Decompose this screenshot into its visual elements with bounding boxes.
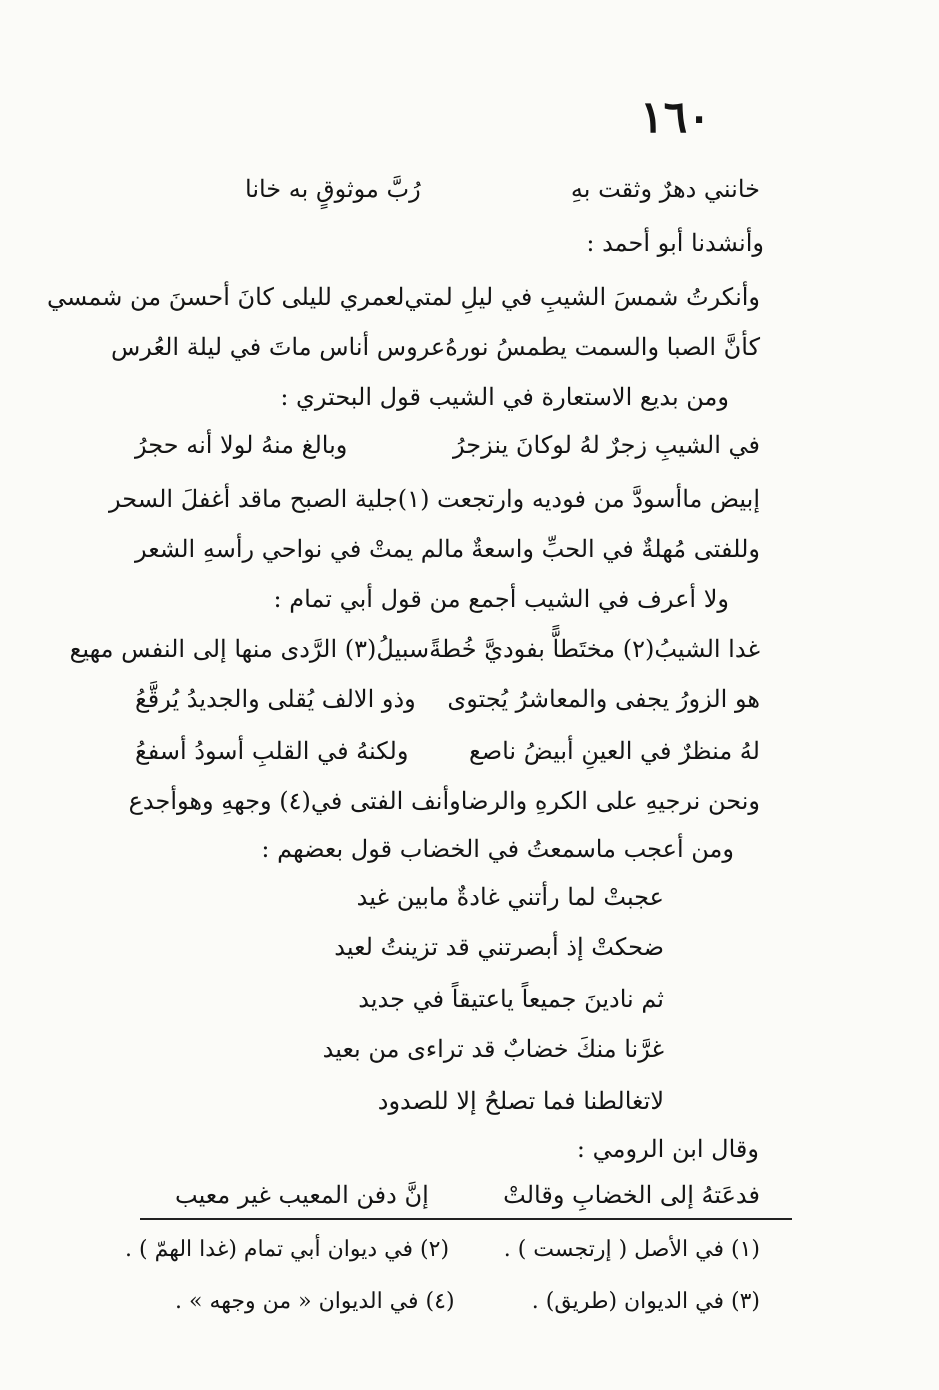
hemistich-right: فدعَتهُ إلى الخضابِ وقالتْ [503, 1181, 760, 1209]
hemistich-left: سبيلُ(٣) الرَّدى منها إلى النفس مهيع [69, 635, 430, 663]
verse-line [135, 428, 760, 462]
hemistich-right: وأنكرتُ شمسَ الشيبِ في ليلِ لمتي [404, 283, 760, 311]
footnote: (٣) في الديوان (طريق) . [531, 1289, 760, 1314]
hemistich-right: هو الزورُ يجفى والمعاشرُ يُجتوى [447, 685, 760, 713]
verse-line [175, 1178, 760, 1212]
hemistich-right: لهُ منظرٌ في العينِ أبيضُ ناصع [468, 737, 760, 765]
footnote: (١) في الأصل ( إرتجست ) . [503, 1237, 760, 1262]
prose-line: ولا أعرف في الشيب أجمع من قول أبي تمام : [273, 585, 729, 613]
prose-line: ومن بديع الاستعارة في الشيب قول البحتري : [280, 383, 729, 411]
verse-line [69, 632, 760, 666]
hemistich-right: ونحن نرجيهِ على الكرهِ والرضا [460, 787, 760, 815]
hemistich-left: جلية الصبح ماقد أغفلَ السحر [108, 485, 398, 513]
hemistich-left: لعمري لليلى كانَ أحسنَ من شمسي [46, 283, 405, 311]
page-number: ١٦٠ [640, 92, 711, 143]
hemistich-left: وذو الالف يُقلى والجديدُ يُرقَّعُ [135, 685, 416, 713]
short-verse: لاتغالطنا فما تصلحُ إلا للصدود [377, 1087, 664, 1115]
verse-line [135, 734, 760, 768]
hemistich-right: كأنَّ الصبا والسمت يطمسُ نورهُ [445, 333, 760, 361]
verse-line [245, 172, 760, 206]
short-verse: عجبتْ لما رأتني غادةٌ مابين غيد [356, 883, 664, 911]
hemistich-left: وأنف الفتى في(٤) وجههِ وهوأجدع [128, 787, 461, 815]
hemistich-right: خانني دهرٌ وثقت بهِ [570, 175, 760, 203]
footnote-line [175, 1286, 760, 1318]
hemistich-right: غدا الشيبُ(٢) مختَطاًّ بفوديَّ خُطةً [429, 635, 760, 663]
footnote-line [125, 1234, 760, 1266]
hemistich-right: إبيض ماأسودَّ من فوديه وارتجعت (١) [397, 485, 760, 513]
verse-line [111, 330, 760, 364]
prose-line: وقال ابن الرومي : [576, 1135, 759, 1163]
footnote: (٤) في الديوان « من وجهه » . [175, 1289, 455, 1314]
hemistich-left: إنَّ دفن المعيب غير معيب [175, 1181, 429, 1209]
verse-line [108, 482, 760, 516]
hemistich-left: مالم يمتْ في نواحي رأسهِ الشعر [135, 535, 465, 563]
short-verse: غرَّنا منكَ خضابٌ قد تراءى من بعيد [322, 1035, 664, 1063]
hemistich-left: وبالغ منهُ لولا أنه حجرُ [135, 431, 348, 459]
verse-line [128, 784, 760, 818]
verse-line [135, 532, 760, 566]
hemistich-left: ولكنهُ في القلبِ أسودُ أسفعُ [135, 737, 409, 765]
prose-line: ومن أعجب ماسمعتُ في الخضاب قول بعضهم : [261, 835, 734, 863]
hemistich-right: في الشيبِ زجرٌ لهُ لوكانَ ينزجرُ [453, 431, 760, 459]
hemistich-right: وللفتى مُهلةٌ في الحبِّ واسعةٌ [471, 535, 760, 563]
prose-line: وأنشدنا أبو أحمد : [586, 229, 764, 257]
hemistich-left: عروس أناس ماتَ في ليلة العُرس [111, 333, 446, 361]
verse-line [135, 682, 760, 716]
short-verse: ضحكتْ إذ أبصرتني قد تزينتُ لعيد [334, 933, 664, 961]
verse-line [46, 280, 760, 314]
footnote: (٢) في ديوان أبي تمام (غدا الهمّ ) . [125, 1237, 450, 1262]
hemistich-left: رُبَّ موثوقٍ به خانا [245, 175, 421, 203]
footnote-rule [140, 1218, 792, 1220]
short-verse: ثم نادينَ جميعاً ياعتيقاً في جديد [358, 985, 664, 1013]
